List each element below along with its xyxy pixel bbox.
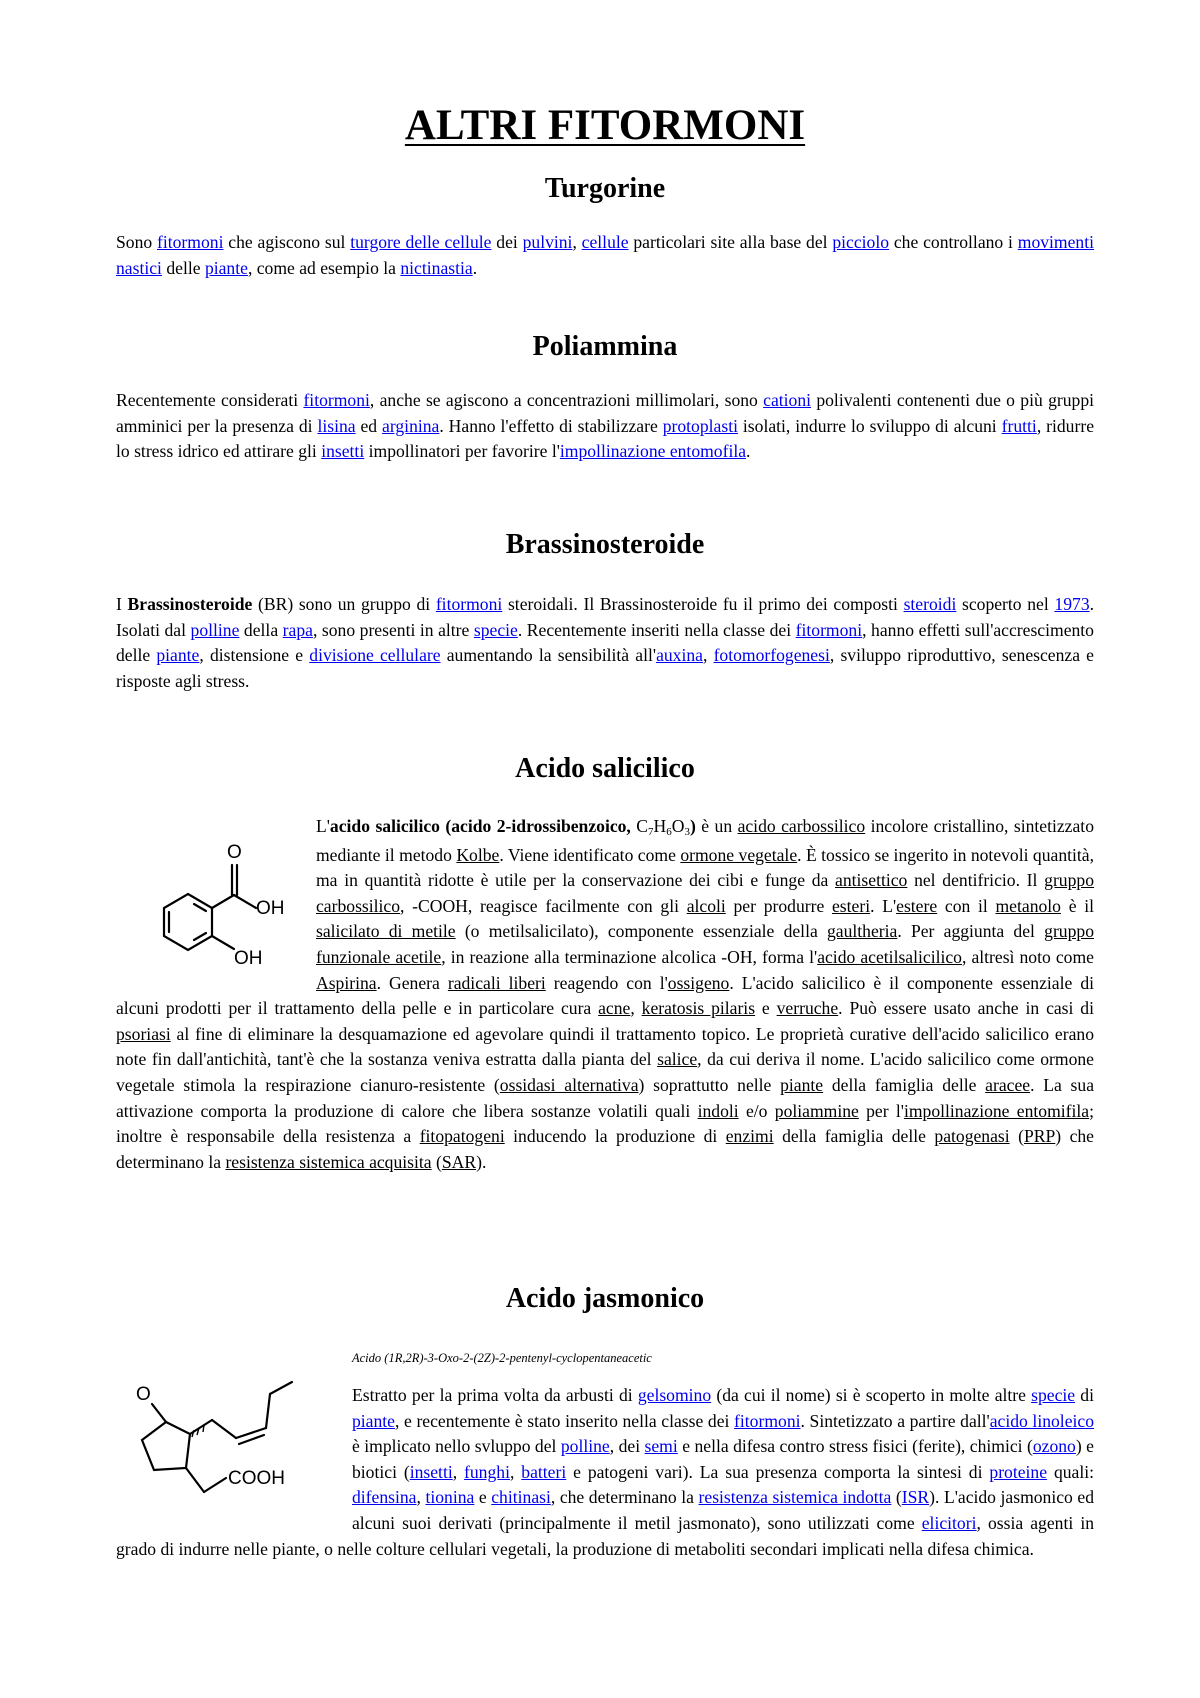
link[interactable]: gruppo carbossilico bbox=[316, 870, 1094, 916]
link[interactable]: verruche bbox=[776, 998, 839, 1019]
link[interactable]: arginina bbox=[382, 415, 440, 436]
link[interactable]: ossidasi alternativa bbox=[499, 1074, 639, 1095]
link[interactable]: specie bbox=[1031, 1385, 1076, 1405]
link[interactable]: semi bbox=[644, 1436, 678, 1457]
link[interactable]: movimenti nastici bbox=[116, 232, 1094, 278]
link[interactable]: keratosis pilaris bbox=[641, 998, 756, 1019]
link[interactable]: 1973 bbox=[1054, 594, 1090, 614]
link[interactable]: acido carbossilico bbox=[737, 816, 866, 836]
link[interactable]: enzimi bbox=[725, 1126, 774, 1147]
link[interactable]: piante bbox=[204, 257, 248, 278]
paragraph-acido-jasmonico: Estratto per la prima volta da arbusti di gelsomino (da cui il nome) si è scoperto in molte altre specie di piante, e recentemente è stato inserito nella classe dei fitormoni. Sintetizzato a partire dall'acido linoleico è implicato nello svluppo del polline, dei semi e nella difesa contro stress fisici (ferite), chimici (ozono) e biotici (insetti, funghi, batteri e patogeni vari). La sua presenza comporta la sintesi di proteine quali: difensina, tionina e chitinasi, che determinano la resistenza sistemica indotta (ISR). L'acido jasmonico ed alcuni suoi derivati (principalmente il metil jasmonato), sono utilizzati come elicitori, ossia agenti in grado di indurre nelle piante, o nelle colture cellulari vegetali, la produzione di metaboliti secondari implicati nella difesa chimica. bbox=[116, 1385, 1095, 1559]
link[interactable]: resistenza sistemica indotta bbox=[698, 1487, 892, 1508]
section-heading-acido-jasmonico: Acido jasmonico bbox=[505, 1283, 705, 1314]
section-heading-poliammina: Poliammina bbox=[532, 331, 678, 362]
link[interactable]: resistenza sistemica acquisita bbox=[225, 1151, 432, 1172]
hydroxyl-group-label-1: OH bbox=[256, 898, 285, 919]
link[interactable]: ossigeno bbox=[667, 972, 730, 993]
link[interactable]: lisina bbox=[317, 415, 356, 436]
page-title: ALTRI FITORMONI bbox=[404, 102, 806, 149]
link[interactable]: impollinazione entomifila bbox=[903, 1100, 1090, 1121]
paragraph-turgorine: Sono fitormoni che agiscono sul turgore delle cellule dei pulvini, cellule particolari site alla base del picciolo che controllano i movimenti nastici delle piante, come ad esempio la nictinastia. bbox=[116, 232, 1094, 278]
link[interactable]: fitormoni bbox=[303, 390, 370, 410]
link[interactable]: SAR bbox=[441, 1151, 477, 1172]
hydroxyl-group-label-2: OH bbox=[234, 948, 263, 969]
link[interactable]: indoli bbox=[697, 1100, 739, 1121]
link[interactable]: batteri bbox=[521, 1461, 567, 1482]
link[interactable]: frutti bbox=[1001, 415, 1037, 436]
link[interactable]: poliammine bbox=[774, 1100, 859, 1121]
oxygen-atom-label: O bbox=[136, 1384, 151, 1405]
link[interactable]: ozono bbox=[1032, 1436, 1076, 1457]
link[interactable]: elicitori bbox=[921, 1512, 977, 1533]
link[interactable]: turgore delle cellule bbox=[350, 232, 492, 252]
link[interactable]: difensina bbox=[352, 1487, 417, 1508]
section-heading-acido-salicilico: Acido salicilico bbox=[515, 753, 695, 784]
link[interactable]: tionina bbox=[425, 1487, 475, 1508]
paragraph-brassinosteroide: I Brassinosteroide (BR) sono un gruppo di fitormoni steroidali. Il Brassinosteroide fu il primo dei composti steroidi scoperto nel 1973. Isolati dal polline della rapa, sono presenti in altre specie. Recentemente inseriti nella classe dei fitormoni, hanno effetti sull'accrescimento delle piante, distensione e divisione cellulare aumentando la sensibilità all'auxina, fotomorfogenesi, sviluppo riproduttivo, senescenza e risposte agli stress. bbox=[116, 594, 1095, 691]
link[interactable]: rapa bbox=[282, 619, 313, 640]
link[interactable]: piante bbox=[352, 1410, 395, 1431]
link[interactable]: antisettico bbox=[835, 870, 908, 891]
link[interactable]: insetti bbox=[409, 1461, 453, 1482]
link[interactable]: impollinazione entomofila bbox=[559, 441, 747, 462]
link[interactable]: metanolo bbox=[995, 895, 1061, 916]
link[interactable]: fitormoni bbox=[795, 619, 863, 640]
link[interactable]: polline bbox=[190, 619, 240, 640]
link[interactable]: salice bbox=[657, 1049, 698, 1070]
link[interactable]: picciolo bbox=[832, 232, 890, 252]
link[interactable]: acido linoleico bbox=[989, 1410, 1094, 1431]
link[interactable]: alcoli bbox=[686, 895, 726, 916]
link[interactable]: chitinasi bbox=[491, 1487, 551, 1508]
figure-wrap-spacer bbox=[116, 1383, 352, 1511]
link[interactable]: fitormoni bbox=[734, 1410, 801, 1431]
figure-wrap-spacer bbox=[116, 814, 316, 992]
link[interactable]: auxina bbox=[656, 645, 703, 666]
link[interactable]: radicali liberi bbox=[447, 972, 546, 993]
link[interactable]: divisione cellulare bbox=[309, 645, 441, 666]
link[interactable]: specie bbox=[473, 619, 518, 640]
link[interactable]: gelsomino bbox=[637, 1385, 712, 1405]
link[interactable]: polline bbox=[560, 1436, 610, 1457]
paragraph-acido-salicilico: L'acido salicilico (acido 2-idrossibenzoico, $C_7H_6O_3$) è un acido carbossilico incolore cristallino, sintetizzato mediante il metodo Kolbe. Viene identificato come ormone vegetale. È tossico se ingerito in notevoli quantità, ma in quantità ridotte è utile per la conservazione dei cibi e funge da antisettico nel dentifricio. Il gruppo carbossilico, -COOH, reagisce facilmente con gli alcoli per produrre esteri. L'estere con il metanolo è il salicilato di metile (o metilsalicilato), componente essenziale della gaultheria. Per aggiunta del gruppo funzionale acetile, in reazione alla terminazione alcolica -OH, forma l'acido acetilsalicilico, altresì noto come Aspirina. Genera radicali liberi reagendo con l'ossigeno. L'acido salicilico è il componente essenziale di alcuni prodotti per il trattamento della pelle e in particolare cura acne, keratosis pilaris e verruche. Può essere usato anche in casi di psoriasi al fine di eliminare la desquamazione ed agevolare quindi il trattamento topico. Le proprietà curative dell'acido salicilico erano note fin dall'antichità, tant'è che la sostanza veniva estratta dalla pianta del salice, da cui deriva il nome. L'acido salicilico come ormone vegetale stimola la respirazione cianuro-resistente (ossidasi alternativa) soprattutto nelle piante della famiglia delle aracee. La sua attivazione comporta la produzione di calore che libera sostanze volatili quali indoli e/o poliammine per l'impollinazione entomifila; inoltre è responsabile della resistenza a fitopatogeni inducendo la produzione di enzimi della famiglia delle patogenasi (PRP) che determinano la resistenza sistemica acquisita (SAR). bbox=[116, 816, 1095, 1172]
link[interactable]: fitormoni bbox=[157, 232, 224, 252]
link[interactable]: cellule bbox=[581, 232, 629, 252]
link[interactable]: pulvini bbox=[522, 232, 573, 252]
link[interactable]: fitormoni bbox=[435, 594, 503, 614]
link[interactable]: salicilato di metile bbox=[316, 921, 456, 942]
link[interactable]: ISR bbox=[901, 1487, 930, 1508]
link[interactable]: esteri bbox=[831, 895, 871, 916]
link[interactable]: piante bbox=[780, 1074, 824, 1095]
link[interactable]: cationi bbox=[763, 390, 812, 410]
section-heading-turgorine: Turgorine bbox=[544, 173, 666, 204]
link[interactable]: estere bbox=[896, 895, 938, 916]
link[interactable]: protoplasti bbox=[662, 415, 738, 436]
link[interactable]: ormone vegetale bbox=[680, 844, 798, 865]
link[interactable]: proteine bbox=[989, 1461, 1048, 1482]
paragraph-poliammina: Recentemente considerati fitormoni, anche se agiscono a concentrazioni millimolari, sono cationi polivalenti contenenti due o più gruppi amminici per la presenza di lisina ed arginina. Hanno l'effetto di stabilizzare protoplasti isolati, indurre lo sviluppo di alcuni frutti, ridurre lo stress idrico ed attirare gli insetti impollinatori per favorire l'impollinazione entomofila. bbox=[116, 390, 1095, 462]
link[interactable]: nictinastia bbox=[400, 257, 473, 278]
link[interactable]: piante bbox=[156, 645, 200, 666]
link[interactable]: fitopatogeni bbox=[419, 1126, 505, 1147]
carboxyl-group-label: COOH bbox=[228, 1468, 285, 1489]
link[interactable]: steroidi bbox=[903, 594, 957, 614]
link[interactable]: aracee bbox=[985, 1074, 1031, 1095]
link[interactable]: PRP bbox=[1023, 1126, 1056, 1147]
link[interactable]: funghi bbox=[464, 1461, 510, 1482]
link[interactable]: patogenasi bbox=[934, 1126, 1010, 1147]
link[interactable]: Kolbe bbox=[456, 844, 500, 865]
link[interactable]: acido acetilsalicilico bbox=[817, 946, 962, 967]
section-heading-brassinosteroide: Brassinosteroide bbox=[505, 529, 705, 560]
link[interactable]: fotomorfogenesi bbox=[713, 645, 830, 666]
link[interactable]: Aspirina bbox=[316, 972, 377, 993]
oxygen-atom-label: O bbox=[227, 842, 242, 863]
link[interactable]: psoriasi bbox=[116, 1023, 171, 1044]
link[interactable]: gruppo funzionale acetile bbox=[316, 921, 1094, 967]
link[interactable]: acne bbox=[598, 998, 631, 1019]
link[interactable]: gaultheria bbox=[827, 921, 898, 942]
link[interactable]: insetti bbox=[321, 441, 365, 462]
figure-caption-jasmonic-acid: Acido (1R,2R)-3-Oxo-2-(2Z)-2-pentenyl-cyclopentaneacetic bbox=[352, 1351, 652, 1365]
